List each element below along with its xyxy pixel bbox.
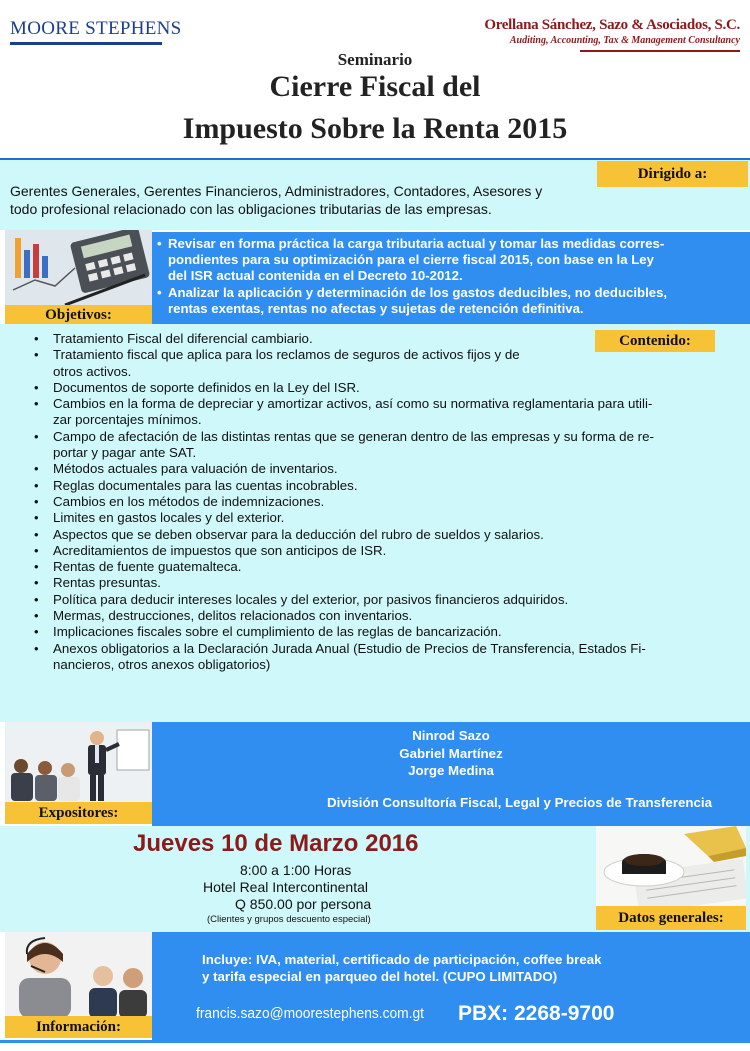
content-item	[34, 608, 734, 624]
content-line: • Tratamiento fiscal que aplica para los reclamos de seguros de activos fijos y de	[53, 347, 520, 363]
page-title-line-2: Impuesto Sobre la Renta 2015	[182, 112, 568, 145]
includes-text-line: Incluye: IVA, material, certificado de participación, coffee break	[202, 952, 602, 967]
content-item	[34, 478, 734, 494]
division-name	[152, 795, 750, 810]
logo-underline	[10, 42, 162, 45]
moore-stephens-logo: MOORE STEPHENS	[10, 18, 182, 39]
content-line: • Cambios en los métodos de indemnizaciones.	[53, 493, 325, 509]
content-line: • Campo de afectación de las distintas rentas que se generan dentro de las empresas y su forma de re-	[53, 428, 654, 444]
content-line: • Rentas presuntas.	[53, 575, 161, 591]
content-line: • Rentas de fuente guatemalteca.	[53, 559, 242, 575]
event-price: Q 850.00 por persona	[235, 896, 372, 912]
content-line: • Anexos obligatorios a la Declaración Jurada Anual (Estudio de Precios de Transferencia, Estados Fi-	[53, 640, 646, 656]
content-item	[34, 461, 734, 477]
event-date: Jueves 10 de Marzo 2016	[133, 830, 419, 857]
coffee-photo	[596, 826, 746, 906]
content-item	[34, 641, 734, 674]
presentation-illustration	[5, 722, 152, 804]
content-line: • Cambios en la forma de depreciar y amortizar activos, así como su normativa reglamentaria para utili-	[53, 396, 653, 412]
event-discount-note: (Clientes y grupos descuento especial)	[207, 914, 371, 925]
content-line: zar porcentajes mínimos.	[53, 412, 202, 428]
content-line: otros activos.	[53, 363, 132, 379]
content-item	[34, 429, 734, 462]
content-line: • Tratamiento Fiscal del diferencial cambiario.	[53, 331, 313, 346]
content-list	[34, 331, 734, 673]
objective-line: • Revisar en forma práctica la carga tributaria actual y tomar las medidas corres-	[168, 236, 665, 251]
division-text: División Consultoría Fiscal, Legal y Precios de Transferencia	[326, 795, 712, 810]
content-line: • Implicaciones fiscales sobre el cumplimiento de las reglas de bancarización.	[53, 624, 502, 640]
content-line: • Documentos de soporte definidos en la Ley del ISR.	[53, 379, 360, 395]
contact-illustration	[5, 932, 152, 1018]
objectives-tag: Objetivos:	[5, 305, 152, 325]
firm-tagline: Auditing, Accounting, Tax & Management Consultancy	[509, 35, 740, 46]
firm-logo	[484, 17, 740, 46]
content-item	[34, 347, 734, 380]
contact-email[interactable]: francis.sazo@moorestephens.com.gt	[196, 1005, 425, 1022]
objective-item	[156, 285, 744, 317]
speaker-name: Gabriel Martínez	[399, 746, 503, 761]
content-line: • Aspectos que se deben observar para la deducción del rubro de sueldos y salarios.	[53, 526, 544, 542]
speaker-name: Jorge Medina	[408, 763, 494, 778]
general-data-tag: Datos generales:	[596, 906, 746, 930]
firm-name: Orellana Sánchez, Sazo & Asociados, S.C.	[484, 17, 740, 33]
content-item	[34, 592, 734, 608]
speakers-tag: Expositores:	[5, 802, 152, 824]
content-item	[34, 624, 734, 640]
content-line: portar y pagar ante SAT.	[53, 445, 197, 461]
content-item	[34, 543, 734, 559]
content-item	[34, 396, 734, 429]
content-line: • Mermas, destrucciones, delitos relacionados con inventarios.	[53, 608, 413, 624]
content-item	[34, 510, 734, 526]
content-line: • Acreditamientos de impuestos que son anticipos de ISR.	[53, 542, 387, 558]
content-line: • Métodos actuales para valuación de inventarios.	[53, 461, 338, 477]
event-time: 8:00 a 1:00 Horas	[240, 862, 352, 878]
information-section	[152, 932, 750, 1040]
seminar-label: Seminario	[337, 50, 413, 69]
audience-text-line: todo profesional relacionado con las obligaciones tributarias de las empresas.	[10, 201, 492, 217]
calculator-chart-photo	[5, 230, 152, 308]
content-line: • Política para deducir intereses locales y del exterior, por pasivos financieros adquiridos.	[53, 591, 569, 607]
contact-phone: PBX: 2268-9700	[458, 1002, 615, 1025]
objectives-list	[156, 236, 744, 317]
objective-line: del ISR actual contenida en el Decreto 10-2012.	[168, 268, 463, 284]
content-item	[34, 575, 734, 591]
audience-tag: Dirigido a:	[597, 161, 748, 187]
content-line: nancieros, otros anexos obligatorios)	[53, 656, 271, 672]
coffee-illustration	[596, 826, 746, 906]
contact-photo	[5, 932, 152, 1018]
content-line: • Reglas documentales para las cuentas incobrables.	[53, 477, 358, 493]
page-title-line-1: Cierre Fiscal del	[269, 70, 481, 103]
content-item	[34, 494, 734, 510]
speaker-name: Ninrod Sazo	[412, 728, 490, 743]
objective-line: rentas exentas, rentas no afectas y sujetas de retención definitiva.	[168, 300, 584, 316]
includes-text-line: y tarifa especial en parqueo del hotel. (CUPO LIMITADO)	[202, 969, 558, 984]
content-line: • Limites en gastos locales y del exterior.	[53, 510, 285, 526]
content-item	[34, 527, 734, 543]
presentation-photo	[5, 722, 152, 804]
footer-divider	[0, 1040, 750, 1043]
objective-line: pondientes para su optimización para el cierre fiscal 2015, con base en la Ley	[168, 252, 654, 268]
objective-line: • Analizar la aplicación y determinación de los gastos deducibles, no deducibles,	[168, 284, 668, 300]
event-venue: Hotel Real Intercontinental	[203, 879, 368, 895]
objective-item	[156, 236, 744, 285]
content-item	[34, 380, 734, 396]
information-tag: Información:	[5, 1016, 152, 1038]
calculator-chart-illustration	[5, 230, 152, 308]
content-tag: Contenido:	[595, 330, 715, 352]
audience-text-line: Gerentes Generales, Gerentes Financieros, Administradores, Contadores, Asesores y	[10, 183, 543, 199]
audience-text	[10, 182, 600, 218]
content-item	[34, 559, 734, 575]
